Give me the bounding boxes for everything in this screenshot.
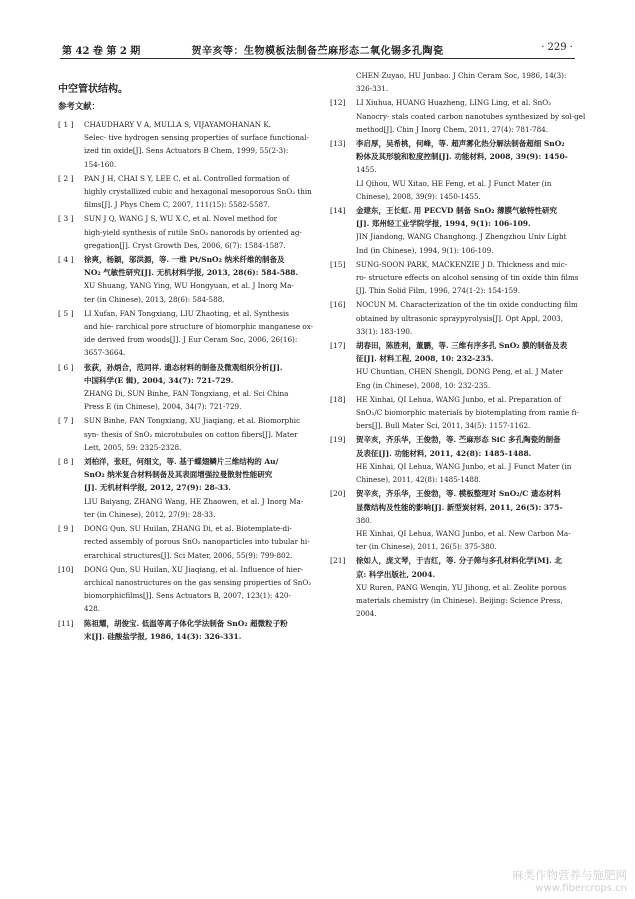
reference-line: HU Chuntian, CHEN Shengli, DONG Peng, et al. J Mater <box>356 367 563 377</box>
reference-line: Selec- tive hydrogen sensing properties of surface functional- <box>84 133 309 143</box>
reference-line: Press E (in Chinese), 2004, 34(7): 721-729. <box>84 402 242 412</box>
reference-entry <box>330 298 592 338</box>
reference-line: ter (in Chinese), 2011, 26(5): 375-380. <box>356 542 497 552</box>
reference-line: ter (in Chinese), 2013, 28(6): 584-588. <box>84 294 225 304</box>
reference-line: XU Shuang, YANG Ying, WU Hongyuan, et al. J Inorg Ma- <box>84 281 294 291</box>
reference-line: archical nanostructures on the gas sensing properties of SnO₂ <box>84 577 312 587</box>
reference-number: [20] <box>330 489 346 499</box>
reference-entry <box>58 118 320 171</box>
watermark-site-name: 麻类作物营养与施肥网 <box>512 868 627 882</box>
reference-number: [16] <box>330 300 346 310</box>
reference-line: NOCUN M. Characterization of the tin oxide conducting film <box>356 300 578 310</box>
reference-line: SUNG-SOON PARK, MACKENZIE J D. Thickness and mic- <box>356 259 568 269</box>
reference-line: Chinese), 2011, 42(8): 1485-1488. <box>356 475 481 485</box>
reference-entry <box>58 253 320 306</box>
reference-number: [17] <box>330 341 346 351</box>
reference-line: Chinese), 2008, 39(9): 1450-1455. <box>356 191 481 201</box>
reference-line: syn- thesis of SnO₂ microtubules on cotton fibers[J]. Mater <box>84 429 298 439</box>
reference-entry <box>58 455 320 521</box>
reference-number: [ 3 ] <box>58 214 74 224</box>
reference-entry <box>58 563 320 616</box>
reference-number: [19] <box>330 435 346 445</box>
reference-entry <box>330 433 592 486</box>
reference-list-left <box>58 118 320 643</box>
reference-number: [21] <box>330 556 346 566</box>
reference-line: 显微结构及性能的影响[J]. 新型炭材料, 2011, 26(5): 375- <box>356 502 563 512</box>
running-title: 贺辛亥等：生物模板法制备苎麻形态二氧化锡多孔陶瓷 <box>191 46 444 57</box>
reference-line: 粉体及其形貌和粒度控制[J]. 功能材料, 2008, 39(9): 1450- <box>356 152 568 162</box>
reference-line: ized tin oxide[J]. Sens Actuators B Chem, 1999, 55(2-3): <box>84 146 289 156</box>
right-column <box>330 69 592 621</box>
reference-entry <box>58 212 320 252</box>
reference-line: 3657-3664. <box>84 348 126 358</box>
reference-line: LI Qihou, WU Xitao, HE Feng, et al. J Funct Mater (in <box>356 178 552 188</box>
reference-line: films[J]. J Phys Chem C, 2007, 111(15): 5582-5587. <box>84 200 270 210</box>
reference-entry <box>58 414 320 454</box>
reference-number: [18] <box>330 394 346 404</box>
reference-line: SnO₂/C biomorphic materials by biotemplating from ramie fi- <box>356 408 579 418</box>
reference-line: [J]. Thin Solid Film, 1996, 274(1-2): 154-159. <box>356 286 521 296</box>
reference-entry <box>58 617 320 643</box>
reference-line: 贺辛亥，齐乐华，王俊勃，等. 苎麻形态 SiC 多孔陶瓷的制备 <box>356 435 561 445</box>
reference-number: [ 7 ] <box>58 416 74 426</box>
reference-line: materials chemistry (in Chinese). Beijing: Science Press, <box>356 595 563 605</box>
reference-line: and hie- rarchical pore structure of biomorphic manganese ox- <box>84 322 314 332</box>
reference-entry <box>58 361 320 414</box>
reference-line: Ind (in Chinese), 1994, 9(1): 106-109. <box>356 245 494 255</box>
reference-line: 贺辛亥，齐乐华，王俊勃，等. 模板整理对 SnO₂/C 遗态材料 <box>356 489 561 499</box>
reference-line: 张荻，孙炳合，范同祥. 遗态材料的制备及微观组织分析[J]. <box>84 362 283 372</box>
reference-line: 胡春田，陈胜利，董鹏，等. 三维有序多孔 SnO₂ 膜的制备及表 <box>356 341 568 351</box>
reference-entry <box>330 487 592 553</box>
watermark <box>512 869 627 895</box>
reference-number: [ 8 ] <box>58 457 74 467</box>
running-header <box>60 38 575 59</box>
reference-line: PAN J H, CHAI S Y, LEE C, et al. Controlled formation of <box>84 173 290 183</box>
reference-number: [12] <box>330 98 346 108</box>
reference-line: DONG Qun, SU Huilan, ZHANG Di, et al. Biotemplate-di- <box>84 524 292 534</box>
reference-line: 末[J]. 硅酸盐学报, 1986, 14(3): 326-331. <box>84 631 242 641</box>
reference-line: JIN Jiandong, WANG Changhong. J Zhengzhou Univ Light <box>356 232 567 242</box>
reference-line: HE Xinhai, QI Lehua, WANG Junbo, et al. New Carbon Ma- <box>356 528 571 538</box>
reference-number: [15] <box>330 259 346 269</box>
reference-line: 33(1): 183-190. <box>356 326 413 336</box>
reference-line: ter (in Chinese), 2012, 27(9): 28-33. <box>84 509 216 519</box>
reference-number: [10] <box>58 564 74 574</box>
reference-line: 154-160. <box>84 159 117 169</box>
reference-line: ro- structure effects on alcohol sensing of tin oxide thin films <box>356 273 579 283</box>
reference-line: highly crystallized cubic and hexagonal mesoporous SnO₂ thin <box>84 187 312 197</box>
reference-line: HE Xinhai, QI Lehua, WANG Junbo, et al. J Funct Mater (in <box>356 461 572 471</box>
reference-line: 徐爽，杨颖，邬洪源，等. 一维 Pt/SnO₂ 纳米纤维的制备及 <box>84 255 285 265</box>
reference-entry <box>58 307 320 360</box>
reference-line: high-yield synthesis of rutile SnO₂ nanorods by oriented ag- <box>84 227 302 237</box>
reference-entry <box>330 204 592 257</box>
reference-line: CHEN Zuyao, HU Junbao. J Chin Ceram Soc, 1986, 14(3): <box>356 71 567 80</box>
reference-line: erarchical structures[J]. Sci Mater, 2006, 55(9): 799-802. <box>84 550 293 560</box>
reference-line: 征[J]. 材料工程, 2008, 10: 232-235. <box>356 354 494 364</box>
reference-line: LI Xiuhua, HUANG Huazheng, LING Ling, et al. SnO₂ <box>356 98 552 108</box>
reference-line: [J]. 郑州轻工业学院学报, 1994, 9(1): 106-109. <box>356 219 531 229</box>
reference-line: 326-331. <box>356 84 389 94</box>
reference-line: 中国科学(E 辑), 2004, 34(7): 721-729. <box>84 375 234 385</box>
reference-number: [ 9 ] <box>58 524 74 534</box>
reference-number: [ 6 ] <box>58 362 74 372</box>
reference-line: CHAUDHARY V A, MULLA S, VIJAYAMOHANAN K. <box>84 120 271 129</box>
reference-line: LI Xufan, FAN Tongxiang, LIU Zhaoting, et al. Synthesis <box>84 308 289 318</box>
reference-line: rected assembly of porous SnO₂ nanoparticles into tubular hi- <box>84 537 310 547</box>
reference-line: ide derived from woods[J]. J Eur Ceram Soc, 2006, 26(16): <box>84 335 298 345</box>
reference-line: 1455. <box>356 165 377 175</box>
reference-line: 380. <box>356 515 373 525</box>
reference-line: bers[J]. Bull Mater Sci, 2011, 34(5): 1157-1162. <box>356 421 531 431</box>
reference-number: [13] <box>330 139 346 149</box>
reference-entry <box>330 96 592 136</box>
watermark-url: www.fibercrops.cn <box>535 883 627 894</box>
reference-line: gregation[J]. Cryst Growth Des, 2006, 6(7): 1584-1587. <box>84 240 286 250</box>
reference-line: method[J]. Chin J Inorg Chem, 2011, 27(4): 781-784. <box>356 124 549 134</box>
reference-entry <box>330 554 592 620</box>
reference-entry <box>58 522 320 562</box>
reference-line: 京: 科学出版社, 2004. <box>356 569 436 579</box>
reference-line: Eng (in Chinese), 2008, 10: 232-235. <box>356 380 491 390</box>
reference-number: [11] <box>58 618 74 628</box>
reference-number: [ 2 ] <box>58 173 74 183</box>
reference-line: 2004. <box>356 609 377 619</box>
reference-number: [ 1 ] <box>58 120 74 129</box>
reference-line: 陈祖耀，胡俊宝. 低温等离子体化学法制备 SnO₂ 超微粒子粉 <box>84 618 288 628</box>
left-column <box>58 70 320 644</box>
reference-entry <box>330 393 592 433</box>
references-heading: 参考文献： <box>58 101 100 111</box>
reference-line: ZHANG Di, SUN Binhe, FAN Tongxiang, et al. Sci China <box>84 389 289 399</box>
reference-entry <box>330 137 592 203</box>
page-number: · 229 · <box>541 42 573 53</box>
reference-line: SUN J Q, WANG J S, WU X C, et al. Novel method for <box>84 214 278 224</box>
reference-line: DONG Qun, SU Huilan, XU Jiaqiang, et al. Influence of hier- <box>84 564 304 574</box>
reference-line: 金建东，王长虹. 用 PECVD 制备 SnO₂ 薄膜气敏特性研究 <box>356 206 558 216</box>
body-text-tail: 中空管状结构。 <box>58 84 128 95</box>
reference-line: 徐如人，庞文琴，于吉红，等. 分子筛与多孔材料化学[M]. 北 <box>356 556 562 566</box>
reference-number: [ 5 ] <box>58 308 74 318</box>
reference-line: HE Xinhai, QI Lehua, WANG Junbo, et al. Preparation of <box>356 394 562 404</box>
reference-line: 李启厚，吴希桃，何峰，等. 超声雾化热分解法制备超细 SnO₂ <box>356 139 565 149</box>
reference-list-right <box>330 69 592 620</box>
reference-entry <box>330 258 592 298</box>
reference-line: SnO₂ 纳米复合材料制备及其表面增强拉曼散射性能研究 <box>84 470 273 480</box>
reference-line: obtained by ultrasonic spraypyrolysis[J]. Opt Appl, 2003, <box>356 313 563 323</box>
reference-line: biomorphicfilms[J]. Sens Actuators B, 2007, 123(1): 420- <box>84 591 291 601</box>
reference-line: LIU Baiyang, ZHANG Wang, HE Zhaowen, et al. J Inorg Ma- <box>84 496 304 506</box>
reference-line: Lett, 2005, 59: 2325-2328. <box>84 442 182 452</box>
reference-line: 428. <box>84 604 101 614</box>
reference-number: [14] <box>330 206 346 216</box>
reference-line: 刘柏洋，张旺，何细文，等. 基于蝶翅鳞片三维结构的 Au/ <box>84 457 279 467</box>
reference-line: [J]. 无机材料学报, 2012, 27(9): 28-33. <box>84 483 231 493</box>
journal-volume: 第 42 卷 第 2 期 <box>62 46 141 57</box>
reference-number: [ 4 ] <box>58 255 74 265</box>
reference-line: NO₂ 气敏性研究[J]. 无机材料学报, 2013, 28(6): 584-588. <box>84 268 299 278</box>
reference-entry <box>330 339 592 392</box>
reference-line: SUN Binhe, FAN Tongxiang, XU Jiaqiang, et al. Biomorphic <box>84 416 301 426</box>
reference-entry <box>58 172 320 212</box>
reference-line: Nanocry- stals coated carbon nanotubes synthesized by sol-gel <box>356 111 586 121</box>
reference-line: XU Ruren, PANG Wenqin, YU Jihong, et al. Zeolite porous <box>356 582 567 592</box>
reference-entry <box>330 69 592 95</box>
reference-line: 及表征[J]. 功能材料, 2011, 42(8): 1485-1488. <box>356 448 532 458</box>
